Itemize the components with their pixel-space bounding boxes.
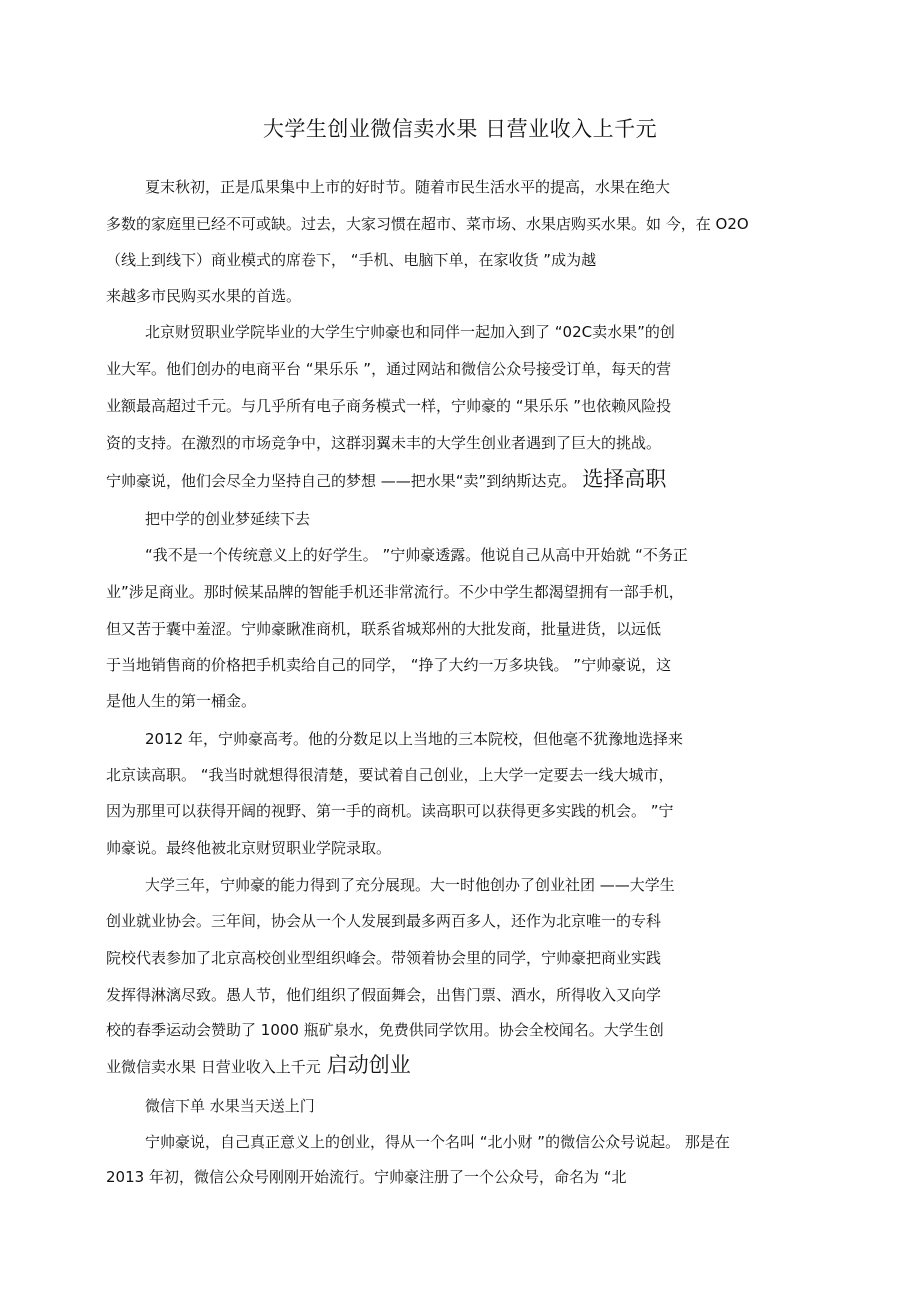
subheading: 把中学的创业梦延续下去 xyxy=(145,510,311,528)
paragraph-line: （线上到线下）商业模式的席卷下， “手机、电脑下单，在家收货 ”成为越 xyxy=(106,251,597,269)
paragraph-line: 校的春季运动会赞助了 1000 瓶矿泉水，免费供同学饮用。协会全校闻名。大学生创 xyxy=(106,1021,664,1039)
paragraph-line: 因为那里可以获得开阔的视野、第一手的商机。读高职可以获得更多实践的机会。 ”宁 xyxy=(106,802,674,820)
paragraph-line: 北京读高职。 “我当时就想得很清楚，要试着自己创业，上大学一定要去一线大城市， xyxy=(106,766,674,784)
paragraph-line: 北京财贸职业学院毕业的大学生宁帅豪也和同伴一起加入到了 “02C卖水果”的创 xyxy=(145,323,675,341)
paragraph-line: 资的支持。在激烈的市场竞争中，这群羽翼未丰的大学生创业者遇到了巨大的挑战。 xyxy=(106,434,662,452)
paragraph-line: 2012 年，宁帅豪高考。他的分数足以上当地的三本院校，但他毫不犹豫地选择来 xyxy=(145,730,683,748)
paragraph-line: 业”涉足商业。那时候某品牌的智能手机还非常流行。不少中学生都渴望拥有一部手机， xyxy=(106,583,684,601)
paragraph-line: 宁帅豪说，自己真正意义上的创业，得从一个名叫 “北小财 ”的微信公众号说起。 那是在 xyxy=(145,1133,730,1151)
subheading: 微信下单 水果当天送上门 xyxy=(145,1097,315,1115)
paragraph-line xyxy=(106,1055,411,1077)
paragraph-line: 业额最高超过千元。与几乎所有电子商务模式一样，宁帅豪的 “果乐乐 ”也依赖风险投 xyxy=(106,397,672,415)
paragraph-text: 宁帅豪说，他们会尽全力坚持自己的梦想 ——把水果“卖”到纳斯达克。 xyxy=(106,472,577,490)
paragraph-line: 帅豪说。最终他被北京财贸职业学院录取。 xyxy=(106,839,392,857)
paragraph-line: 创业就业协会。三年间，协会从一个人发展到最多两百多人，还作为北京唯一的专科 xyxy=(106,912,662,930)
paragraph-line: 于当地销售商的价格把手机卖给自己的同学， “挣了大约一万多块钱。 ”宁帅豪说，这 xyxy=(106,656,672,674)
paragraph-line: 夏末秋初，正是瓜果集中上市的好时节。随着市民生活水平的提高，水果在绝大 xyxy=(145,178,671,196)
paragraph-line: 是他人生的第一桶金。 xyxy=(106,692,257,710)
paragraph-line: 发挥得淋漓尽致。愚人节，他们组织了假面舞会，出售门票、酒水，所得收入又向学 xyxy=(106,986,662,1004)
section-heading: 启动创业 xyxy=(326,1053,411,1077)
paragraph-line: 院校代表参加了北京高校创业型组织峰会。带领着协会里的同学，宁帅豪把商业实践 xyxy=(106,949,662,967)
section-heading: 选择高职 xyxy=(582,467,667,491)
paragraph-line: 多数的家庭里已经不可或缺。过去，大家习惯在超市、菜市场、水果店购买水果。如 今，在 O2O xyxy=(106,215,749,233)
paragraph-line xyxy=(106,469,666,491)
paragraph-line: 来越多市民购买水果的首选。 xyxy=(106,287,302,305)
paragraph-line: 业大军。他们创办的电商平台 “果乐乐 ”，通过网站和微信公众号接受订单，每天的营 xyxy=(106,360,672,378)
paragraph-line: 2013 年初，微信公众号刚刚开始流行。宁帅豪注册了一个公众号，命名为 “北 xyxy=(106,1168,627,1186)
paragraph-line: 大学三年，宁帅豪的能力得到了充分展现。大一时他创办了创业社团 ——大学生 xyxy=(145,876,675,894)
article-title: 大学生创业微信卖水果 日营业收入上千元 xyxy=(262,117,658,141)
paragraph-line: “我不是一个传统意义上的好学生。 ”宁帅豪透露。他说自己从高中开始就 “不务正 xyxy=(145,546,688,564)
paragraph-line: 但又苦于囊中羞涩。宁帅豪瞅准商机，联系省城郑州的大批发商，批量进货，以远低 xyxy=(106,620,662,638)
paragraph-text: 业微信卖水果 日营业收入上千元 xyxy=(106,1058,321,1076)
